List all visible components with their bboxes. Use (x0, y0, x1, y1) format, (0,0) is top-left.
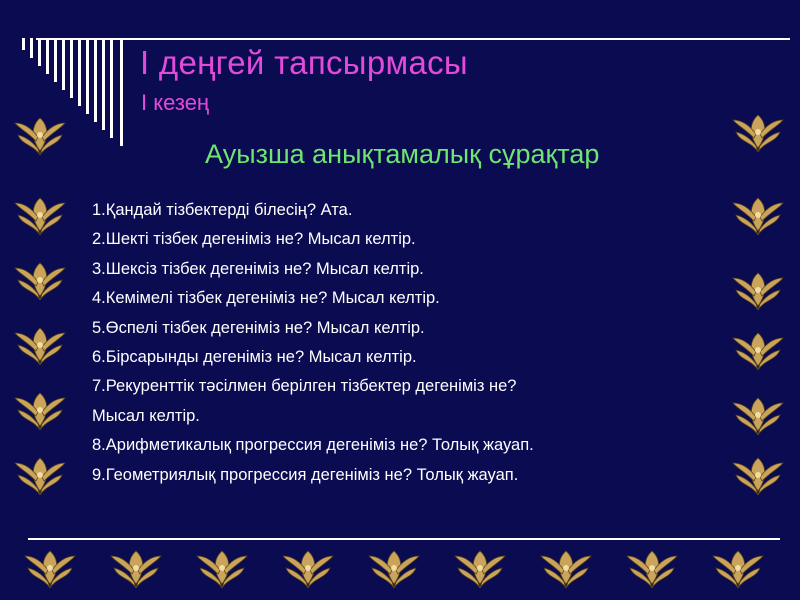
stripe (102, 38, 105, 130)
floral-ornament-icon (12, 260, 68, 304)
stripe (38, 38, 41, 66)
floral-ornament-icon (624, 548, 680, 592)
stripe (86, 38, 89, 114)
question-item: 7.Рекуренттік тәсілмен берілген тізбектер дегеніміз не? (92, 377, 517, 396)
bottom-divider-line (28, 538, 780, 540)
floral-ornament-icon (730, 330, 786, 374)
question-item: Мысал келтір. (92, 406, 200, 425)
stripe (110, 38, 113, 138)
floral-ornament-icon (12, 195, 68, 239)
floral-ornament-icon (108, 548, 164, 592)
section-heading: Ауызша анықтамалық сұрақтар (205, 139, 600, 169)
question-list (92, 196, 534, 490)
slide-subtitle: І кезең (141, 90, 210, 115)
floral-ornament-icon (194, 548, 250, 592)
stripe (46, 38, 49, 74)
floral-ornament-icon (710, 548, 766, 592)
floral-ornament-icon (280, 548, 336, 592)
question-item: 6.Бірсарынды дегеніміз не? Мысал келтір. (92, 348, 417, 367)
floral-ornament-icon (12, 390, 68, 434)
floral-ornament-icon (730, 270, 786, 314)
stripe (54, 38, 57, 82)
floral-ornament-icon (730, 395, 786, 439)
question-item: 9.Геометриялық прогрессия дегеніміз не? Толық жауап. (92, 465, 519, 484)
vertical-divider-line (120, 38, 123, 146)
question-item: 1.Қандай тізбектерді білесің? Ата. (92, 201, 353, 219)
floral-ornament-icon (730, 195, 786, 239)
floral-ornament-icon (12, 325, 68, 369)
stripe (22, 38, 25, 50)
stripe (78, 38, 81, 106)
stripe (70, 38, 73, 98)
question-item: 4.Кемімелі тізбек дегеніміз не? Мысал келтір. (92, 289, 440, 308)
slide-title: І деңгей тапсырмасы (140, 44, 468, 81)
floral-ornament-icon (730, 112, 786, 156)
floral-ornament-icon (12, 455, 68, 499)
floral-ornament-icon (366, 548, 422, 592)
question-item: 8.Арифметикалық прогрессия дегеніміз не? Толық жауап. (92, 436, 534, 455)
floral-ornament-icon (452, 548, 508, 592)
question-item: 2.Шекті тізбек дегеніміз не? Мысал келтір. (92, 230, 416, 249)
floral-ornament-icon (538, 548, 594, 592)
top-divider-line (36, 38, 790, 40)
stripe (30, 38, 33, 58)
question-item: 5.Өспелі тізбек дегеніміз не? Мысал келтір. (92, 318, 425, 337)
stripe (62, 38, 65, 90)
floral-ornament-icon (22, 548, 78, 592)
floral-ornament-icon (730, 455, 786, 499)
question-item: 3.Шексіз тізбек дегеніміз не? Мысал келтір. (92, 259, 424, 278)
floral-ornament-icon (12, 115, 68, 159)
stripe (94, 38, 97, 122)
